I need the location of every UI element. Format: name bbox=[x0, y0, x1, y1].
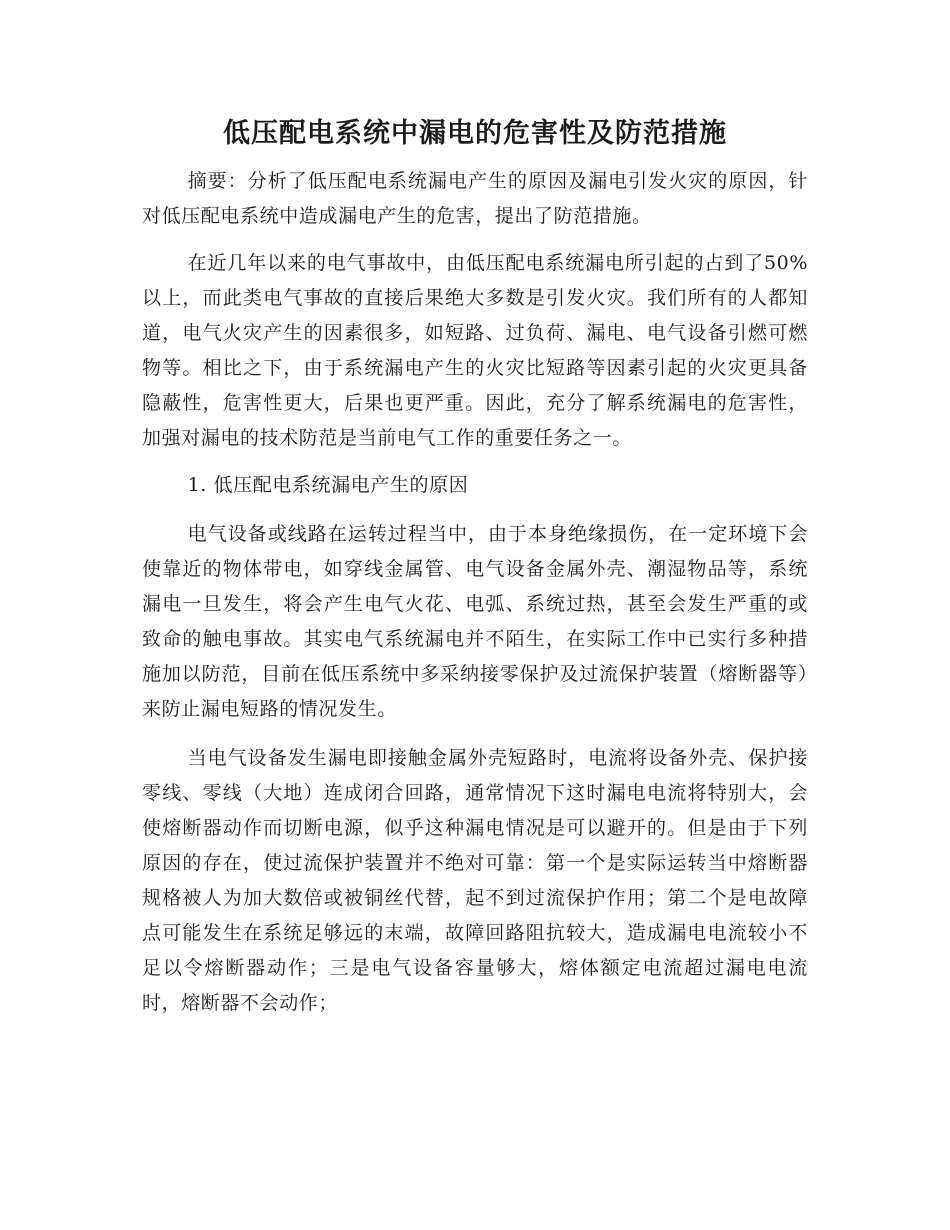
body-paragraph: 电气设备或线路在运转过程当中，由于本身绝缘损伤，在一定环境下会使靠近的物体带电，如穿线金属管、电气设备金属外壳、潮湿物品等，系统漏电一旦发生，将会产生电气火花、电弧、系统过热，甚至会发生严重的或致命的触电事故。其实电气系统漏电并不陌生，在实际工作中已实行多种措施加以防范，目前在低压系统中多采纳接零保护及过流保护装置（熔断器等）来防止漏电短路的情况发生。 bbox=[142, 523, 808, 720]
body-paragraph: 当电气设备发生漏电即接触金属外壳短路时，电流将设备外壳、保护接零线、零线（大地）连成闭合回路，通常情况下这时漏电电流将特别大，会使熔断器动作而切断电源，似乎这种漏电情况是可以避开的。但是由于下列原因的存在，使过流保护装置并不绝对可靠：第一个是实际运转当中熔断器规格被人为加大数倍或被铜丝代替，起不到过流保护作用；第二个是电故障点可能发生在系统足够远的末端，故障回路阻抗较大，造成漏电电流较小不足以令熔断器动作；三是电气设备容量够大，熔体额定电流超过漏电电流时，熔断器不会动作； bbox=[142, 747, 808, 1014]
abstract-paragraph: 摘要：分析了低压配电系统漏电产生的原因及漏电引发火灾的原因，针对低压配电系统中造成漏电产生的危害，提出了防范措施。 bbox=[142, 170, 808, 227]
document-title: 低压配电系统中漏电的危害性及防范措施 bbox=[223, 118, 727, 149]
section-heading: 1. 低压配电系统漏电产生的原因 bbox=[187, 474, 469, 496]
document-page bbox=[142, 112, 808, 1021]
intro-paragraph: 在近几年以来的电气事故中，由低压配电系统漏电所引起的占到了50%以上，而此类电气事故的直接后果绝大多数是引发火灾。我们所有的人都知道，电气火灾产生的因素很多，如短路、过负荷、漏电、电气设备引燃可燃物等。相比之下，由于系统漏电产生的火灾比短路等因素引起的火灾更具备隐蔽性，危害性更大，后果也更严重。因此，充分了解系统漏电的危害性，加强对漏电的技术防范是当前电气工作的重要任务之一。 bbox=[142, 252, 808, 449]
